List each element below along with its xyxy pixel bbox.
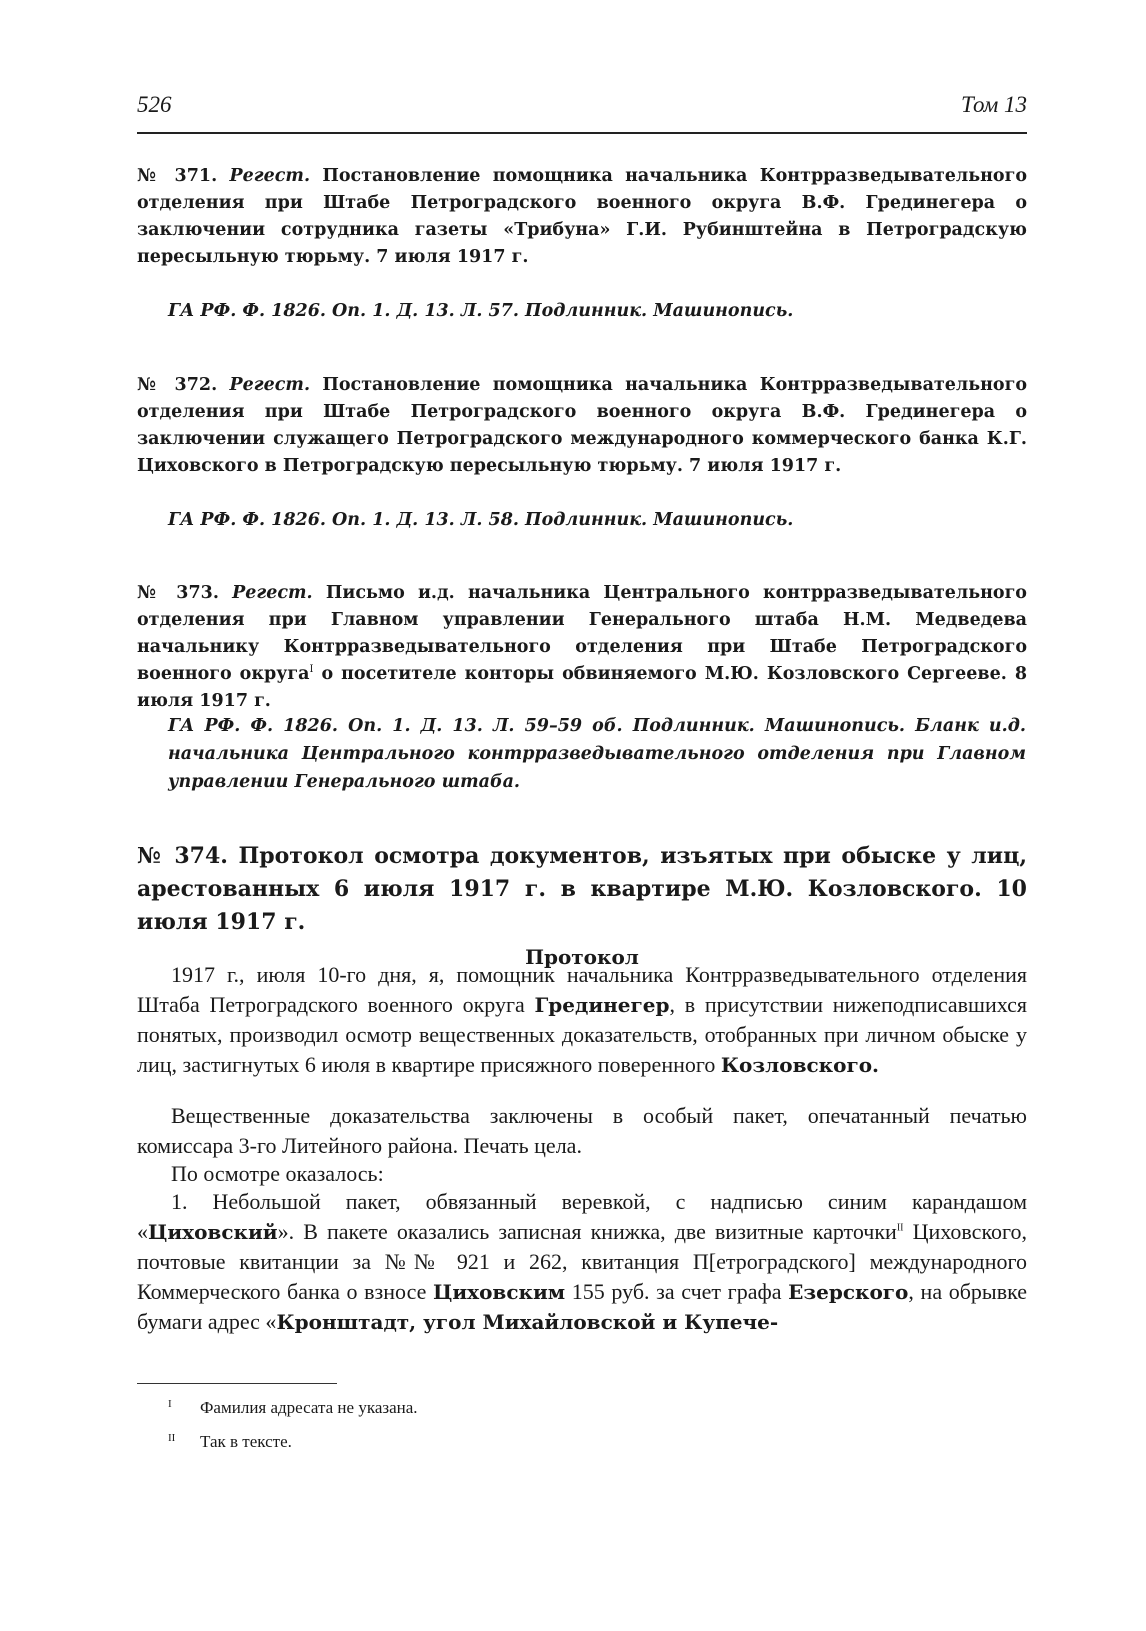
paragraph-3: По осмотре оказалось: bbox=[171, 1161, 384, 1186]
paragraph-4 bbox=[137, 1187, 1027, 1337]
page-number: 526 bbox=[137, 92, 172, 117]
text-run: , на обрывке бумаги адрес « bbox=[137, 1279, 1027, 1334]
name-bold: Циховским bbox=[433, 1280, 566, 1304]
entry-label: Регест. bbox=[229, 166, 311, 186]
name-bold: Козловского. bbox=[720, 1053, 880, 1077]
footnote-divider bbox=[137, 1383, 337, 1384]
footnote-1 bbox=[168, 1398, 418, 1418]
name-bold: Кронштадт, угол Михайловской и Купече- bbox=[276, 1310, 779, 1334]
footnote-mark: II bbox=[168, 1432, 176, 1444]
entry-text: Постановление помощника начальника Контрразведывательного отделения при Штабе Петроградского военного округа В.Ф. Грединегера о заключении служащего Петроградского международного коммерческого банка К.Г. Циховского в Петроградскую пересыльную тюрьму. 7 июля 1917 г. bbox=[137, 375, 1027, 476]
entry-372-source: ГА РФ. Ф. 1826. Оп. 1. Д. 13. Л. 58. Подлинник. Машинопись. bbox=[168, 510, 794, 530]
footnote-text: Так в тексте. bbox=[200, 1432, 292, 1451]
entry-number: № 373. bbox=[137, 583, 219, 603]
footnote-ref: II bbox=[896, 1222, 904, 1234]
text-run: 155 руб. за счет графа bbox=[565, 1279, 789, 1304]
text-run: 1. Небольшой пакет, обвязанный веревкой, с надписью синим карандашом « bbox=[137, 1189, 1027, 1244]
entry-label: Регест. bbox=[232, 583, 313, 603]
text-run: ». В пакете оказались записная книжка, две визитные карточки bbox=[277, 1219, 897, 1244]
text-run: , в присутствии нижеподписавшихся понятых, производил осмотр вещественных доказательств, отобранных при личном обыске у лиц, застигнутых 6 июля в квартире присяжного поверенного bbox=[137, 992, 1028, 1077]
text-run: 1917 г., июля 10-го дня, я, помощник начальника Контрразведывательного отделения Штаба Петроградского военного округа bbox=[137, 962, 1027, 1017]
name-bold: Езерского bbox=[788, 1280, 909, 1304]
entry-text: Постановление помощника начальника Контрразведывательного отделения при Штабе Петроградского военного округа В.Ф. Грединегера о заключении сотрудника газеты «Трибуна» Г.И. Рубинштейна в Петроградскую пересыльную тюрьму. 7 июля 1917 г. bbox=[137, 166, 1027, 267]
name-bold: Грединегер bbox=[534, 993, 670, 1017]
paragraph-1 bbox=[137, 960, 1027, 1080]
entry-372 bbox=[137, 372, 1027, 480]
entry-text: о посетителе конторы обвиняемого М.Ю. Козловского Сергееве. 8 июля 1917 г. bbox=[137, 664, 1027, 711]
entry-373 bbox=[137, 580, 1027, 715]
entry-number: № 372. bbox=[137, 375, 218, 395]
entry-371 bbox=[137, 163, 1027, 271]
document-title: № 374. Протокол осмотра документов, изъятых при обыске у лиц, арестованных 6 июля 1917 г. в квартире М.Ю. Козловского. 10 июля 1917 г. bbox=[137, 843, 1027, 935]
entry-label: Регест. bbox=[229, 375, 311, 395]
footnote-ref: I bbox=[309, 664, 314, 676]
volume-label: Том 13 bbox=[960, 92, 1027, 117]
running-header bbox=[137, 88, 1027, 134]
paragraph-2: Вещественные доказательства заключены в особый пакет, опечатанный печатью комиссара 3-го Литейного района. Печать цела. bbox=[137, 1103, 1027, 1158]
footnote-text: Фамилия адресата не указана. bbox=[200, 1398, 418, 1417]
entry-373-source: ГА РФ. Ф. 1826. Оп. 1. Д. 13. Л. 59–59 об. Подлинник. Машинопись. Бланк и.д. начальника Центрального контрразведывательного отделения при Главном управлении Генерального штаба. bbox=[168, 716, 1026, 792]
entry-text: Письмо и.д. начальника Центрального контрразведывательного отделения при Главном управлении Генерального штаба Н.М. Медведева начальнику Контрразведывательного отделения при Штабе Петроградского военного округа bbox=[137, 583, 1027, 684]
text-run: Циховского, почтовые квитанции за №№ 921 и 262, квитанция П[етроградского] международного Коммерческого банка о взносе bbox=[137, 1219, 1027, 1304]
footnote-mark: I bbox=[168, 1398, 172, 1410]
name-bold: Циховский bbox=[148, 1220, 278, 1244]
entry-number: № 371. bbox=[137, 166, 218, 186]
entry-371-source: ГА РФ. Ф. 1826. Оп. 1. Д. 13. Л. 57. Подлинник. Машинопись. bbox=[168, 301, 794, 321]
document-heading: Протокол bbox=[525, 945, 639, 969]
footnote-2 bbox=[168, 1432, 292, 1452]
